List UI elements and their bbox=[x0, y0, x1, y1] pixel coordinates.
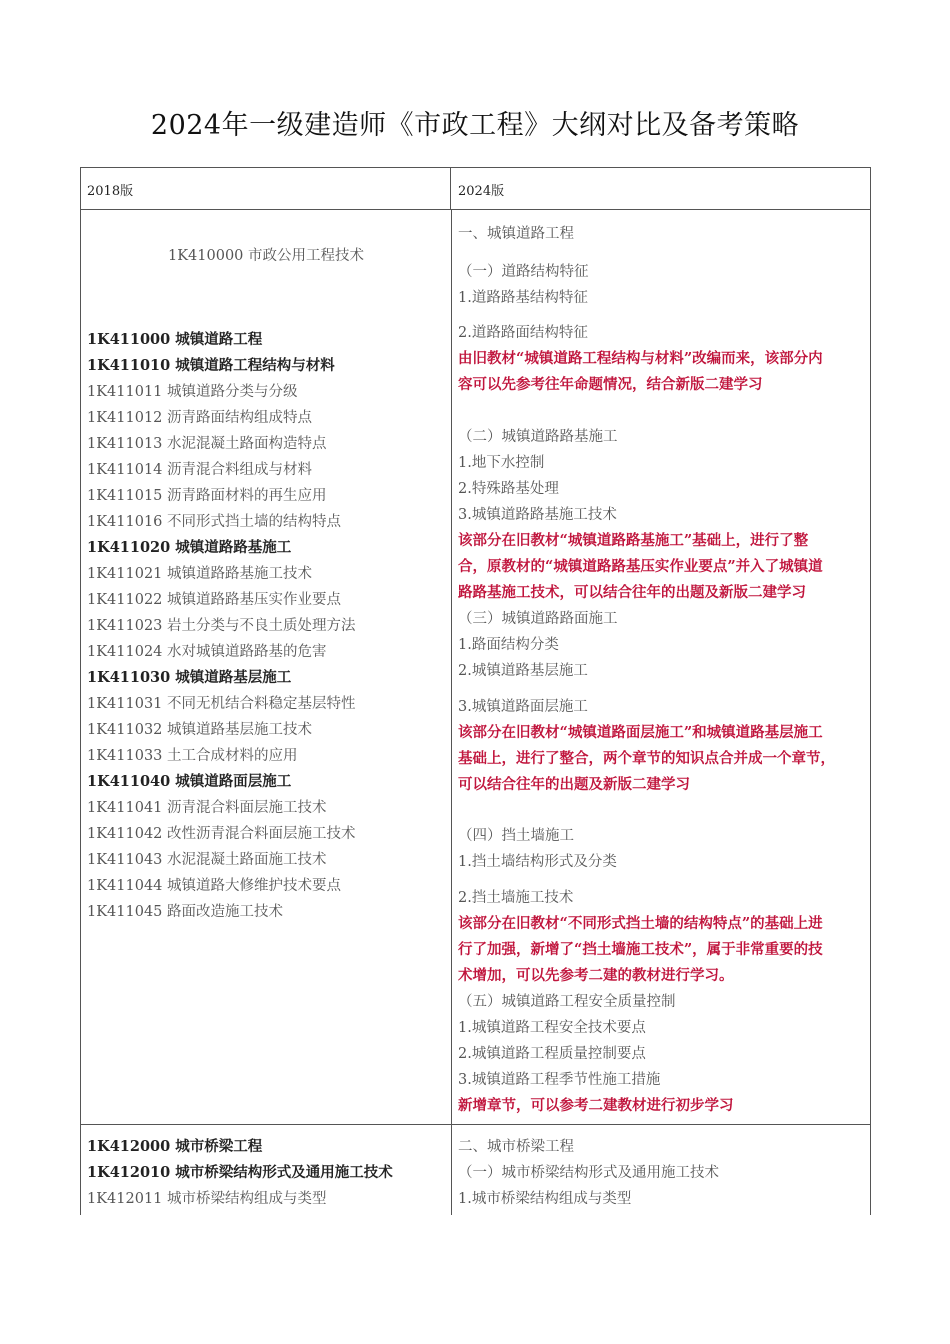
note-line: 新增章节，可以参考二建教材进行初步学习 bbox=[458, 1097, 734, 1114]
outline-item: 2.挡土墙施工技术 bbox=[458, 890, 574, 906]
note-line: 可以结合往年的出题及新版二建学习 bbox=[458, 776, 690, 793]
cell-2018-road bbox=[81, 210, 452, 1124]
page-title: 2024年一级建造师《市政工程》大纲对比及备考策略 bbox=[150, 110, 800, 141]
outline-item: 2.特殊路基处理 bbox=[458, 481, 559, 497]
outline-item: 2.城镇道路基层施工 bbox=[458, 663, 588, 679]
outline-item: 1K411016 不同形式挡土墙的结构特点 bbox=[87, 514, 342, 530]
outline-item: 1K411032 城镇道路基层施工技术 bbox=[87, 722, 313, 738]
outline-item: 1K411042 改性沥青混合料面层施工技术 bbox=[87, 826, 356, 842]
note-line: 该部分在旧教材“不同形式挡土墙的结构特点”的基础上进 bbox=[458, 915, 823, 932]
outline-item: 3.城镇道路工程季节性施工措施 bbox=[458, 1072, 661, 1088]
outline-item: 3.城镇道路面层施工 bbox=[458, 699, 588, 715]
outline-item: 2.道路路面结构特征 bbox=[458, 325, 588, 341]
outline-item: 1K411030 城镇道路基层施工 bbox=[87, 669, 292, 686]
outline-item: 1K411015 沥青路面材料的再生应用 bbox=[87, 488, 327, 504]
outline-item: 2.城镇道路工程质量控制要点 bbox=[458, 1046, 646, 1062]
section-heading: 1K410000 市政公用工程技术 bbox=[167, 248, 365, 264]
outline-item: （四）挡土墙施工 bbox=[458, 828, 574, 844]
header-2018: 2018版 bbox=[81, 168, 451, 209]
outline-item: 1K411041 沥青混合料面层施工技术 bbox=[87, 800, 327, 816]
outline-item: 1K412000 城市桥梁工程 bbox=[87, 1138, 263, 1155]
outline-item: 1.城镇道路工程安全技术要点 bbox=[458, 1020, 646, 1036]
cell-2018-bridge bbox=[81, 1125, 452, 1215]
outline-item: 1.城市桥梁结构组成与类型 bbox=[458, 1191, 632, 1207]
outline-item: 1K411013 水泥混凝土路面构造特点 bbox=[87, 436, 327, 452]
outline-item: （一）道路结构特征 bbox=[458, 264, 589, 280]
outline-item: 1K411011 城镇道路分类与分级 bbox=[87, 384, 298, 400]
outline-item: （三）城镇道路路面施工 bbox=[458, 611, 618, 627]
outline-item: 1K411010 城镇道路工程结构与材料 bbox=[87, 357, 335, 374]
cell-2024-bridge bbox=[452, 1125, 870, 1215]
outline-item: 1K411033 土工合成材料的应用 bbox=[87, 748, 298, 764]
header-2024: 2024版 bbox=[458, 184, 505, 199]
outline-item: 1.路面结构分类 bbox=[458, 637, 559, 653]
outline-item: 1K411000 城镇道路工程 bbox=[87, 331, 263, 348]
note-line: 基础上，进行了整合，两个章节的知识点合并成一个章节， bbox=[458, 750, 835, 767]
note-line: 该部分在旧教材“城镇道路路基施工”基础上，进行了整 bbox=[458, 532, 809, 549]
outline-item: 1.道路路基结构特征 bbox=[458, 290, 588, 306]
outline-item: 1K411014 沥青混合料组成与材料 bbox=[87, 462, 313, 478]
note-line: 术增加，可以先参考二建的教材进行学习。 bbox=[458, 967, 734, 984]
outline-item: 一、城镇道路工程 bbox=[458, 226, 574, 242]
note-line: 该部分在旧教材“城镇道路面层施工”和城镇道路基层施工 bbox=[458, 724, 823, 741]
note-line: 行了加强，新增了“挡土墙施工技术”，属于非常重要的技 bbox=[458, 941, 823, 958]
outline-item: 1.地下水控制 bbox=[458, 455, 545, 471]
outline-item: 1.挡土墙结构形式及分类 bbox=[458, 854, 617, 870]
outline-item: （一）城市桥梁结构形式及通用施工技术 bbox=[458, 1165, 719, 1181]
outline-item: 1K411024 水对城镇道路路基的危害 bbox=[87, 644, 327, 660]
outline-item: 1K411023 岩土分类与不良土质处理方法 bbox=[87, 618, 356, 634]
note-line: 由旧教材“城镇道路工程结构与材料”改编而来，该部分内 bbox=[458, 350, 823, 367]
outline-item: 1K411045 路面改造施工技术 bbox=[87, 904, 284, 920]
note-line: 容可以先参考往年命题情况，结合新版二建学习 bbox=[458, 376, 763, 393]
outline-item: 1K411040 城镇道路面层施工 bbox=[87, 773, 292, 790]
outline-item: 1K411020 城镇道路路基施工 bbox=[87, 539, 292, 556]
outline-item: 1K411044 城镇道路大修维护技术要点 bbox=[87, 878, 342, 894]
table-row-bridge bbox=[81, 1124, 870, 1215]
outline-item: 1K411021 城镇道路路基施工技术 bbox=[87, 566, 313, 582]
table-header-row bbox=[81, 167, 870, 209]
outline-item: （五）城镇道路工程安全质量控制 bbox=[458, 994, 676, 1010]
table-row-road bbox=[81, 209, 870, 1124]
outline-item: 1K412011 城市桥梁结构组成与类型 bbox=[87, 1191, 327, 1207]
cell-2024-road bbox=[452, 210, 870, 1124]
outline-item: 1K411031 不同无机结合料稳定基层特性 bbox=[87, 696, 356, 712]
outline-item: 1K412010 城市桥梁结构形式及通用施工技术 bbox=[87, 1164, 393, 1181]
note-line: 合，原教材的“城镇道路路基压实作业要点”并入了城镇道 bbox=[458, 558, 823, 575]
comparison-table bbox=[80, 167, 871, 1215]
outline-item: 1K411043 水泥混凝土路面施工技术 bbox=[87, 852, 327, 868]
note-line: 路路基施工技术，可以结合往年的出题及新版二建学习 bbox=[458, 584, 806, 601]
outline-item: （二）城镇道路路基施工 bbox=[458, 429, 618, 445]
outline-item: 二、城市桥梁工程 bbox=[458, 1139, 574, 1155]
outline-item: 1K411012 沥青路面结构组成特点 bbox=[87, 410, 313, 426]
outline-item: 1K411022 城镇道路路基压实作业要点 bbox=[87, 592, 342, 608]
outline-item: 3.城镇道路路基施工技术 bbox=[458, 507, 617, 523]
